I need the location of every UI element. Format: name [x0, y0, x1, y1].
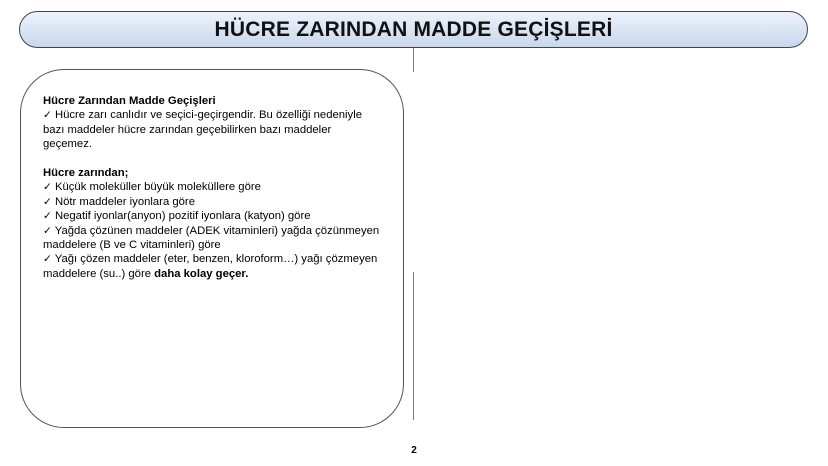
- list-item-text: Yağı çözen maddeler (eter, benzen, kloroform…) yağı çözmeyen maddelere (su..) göre: [43, 253, 378, 280]
- list-item: [43, 224, 383, 253]
- intro-text: Hücre zarı canlıdır ve seçici-geçirgendir. Bu özelliği nedeniyle bazı maddeler hücre zarından geçebilirken bazı maddeler geçemez.: [43, 109, 362, 151]
- checkmark-icon: ✓: [43, 253, 52, 266]
- list-item-emphasis: daha kolay geçer.: [154, 267, 249, 280]
- vertical-divider-top: [413, 48, 414, 72]
- content-text: [43, 94, 383, 281]
- spacer: [43, 152, 383, 166]
- section-heading: Hücre Zarından Madde Geçişleri: [43, 95, 216, 107]
- list-item: [43, 180, 383, 194]
- title-bar: [19, 11, 808, 48]
- list-item-text: Negatif iyonlar(anyon) pozitif iyonlara (katyon) göre: [54, 210, 311, 223]
- vertical-divider-bottom: [413, 272, 414, 420]
- checkmark-icon: ✓: [43, 181, 52, 194]
- intro-paragraph: [43, 108, 383, 151]
- list-item: [43, 252, 383, 281]
- checkmark-icon: ✓: [43, 109, 52, 122]
- page-number: 2: [411, 445, 417, 456]
- list-item: [43, 209, 383, 223]
- checkmark-icon: ✓: [43, 224, 52, 237]
- list-heading: Hücre zarından;: [43, 167, 129, 180]
- list-item: [43, 195, 383, 209]
- checkmark-icon: ✓: [43, 195, 52, 208]
- list-item-text: Nötr maddeler iyonlara göre: [54, 195, 195, 208]
- checkmark-icon: ✓: [43, 210, 52, 223]
- list-item-text: Küçük moleküller büyük moleküllere göre: [54, 181, 261, 194]
- list-item-text: Yağda çözünen maddeler (ADEK vitaminleri) yağda çözünmeyen maddelere (B ve C vitaminleri) göre: [43, 224, 380, 252]
- page-title: HÜCRE ZARINDAN MADDE GEÇİŞLERİ: [214, 17, 613, 41]
